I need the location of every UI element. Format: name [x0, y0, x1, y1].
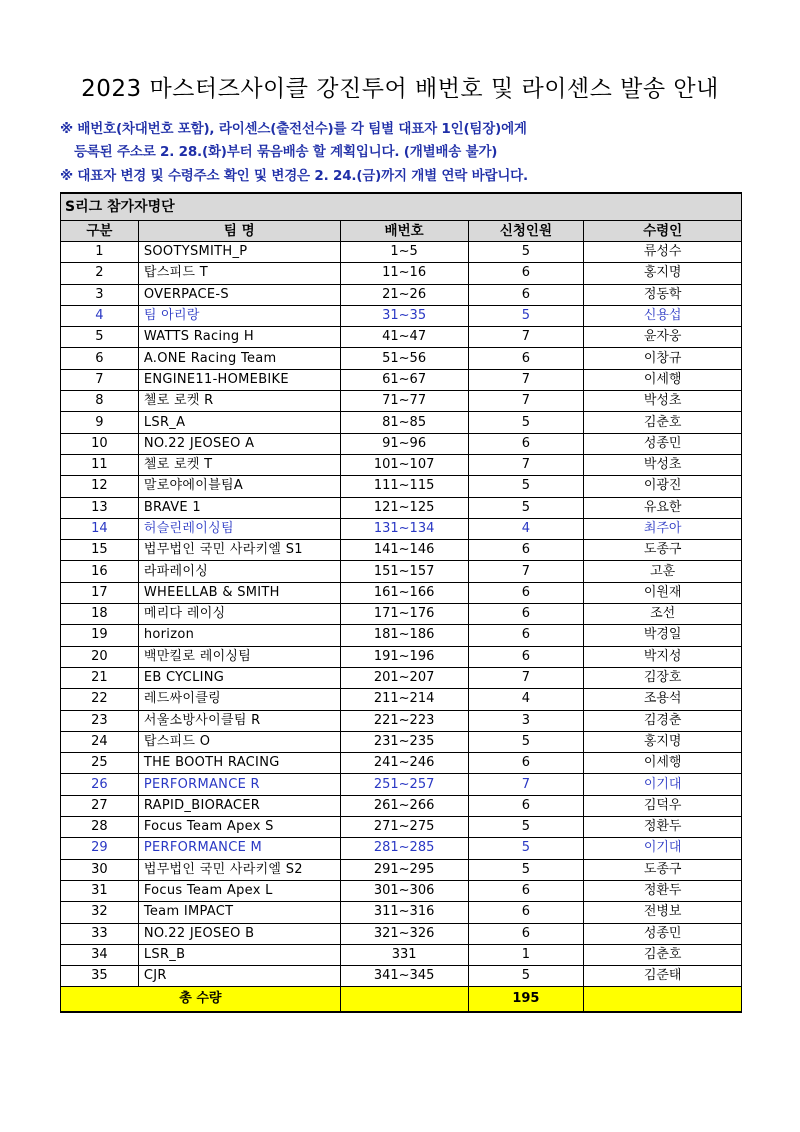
- applicant-count: 6: [468, 902, 584, 923]
- table-row: [61, 540, 742, 561]
- team-name: THE BOOTH RACING: [138, 753, 340, 774]
- receiver-name: 조용석: [584, 689, 742, 710]
- table-row: [61, 625, 742, 646]
- team-name: 백만킬로 레이싱팀: [138, 646, 340, 667]
- receiver-name: 류성수: [584, 242, 742, 263]
- bib-range: 261~266: [340, 795, 468, 816]
- bib-range: 241~246: [340, 753, 468, 774]
- applicant-count: 6: [468, 263, 584, 284]
- bib-range: 191~196: [340, 646, 468, 667]
- bib-range: 71~77: [340, 391, 468, 412]
- row-number: 16: [61, 561, 139, 582]
- bib-range: 111~115: [340, 476, 468, 497]
- applicant-count: 5: [468, 817, 584, 838]
- team-name: 팀 아리랑: [138, 305, 340, 326]
- bib-range: 181~186: [340, 625, 468, 646]
- row-number: 25: [61, 753, 139, 774]
- column-header-count: 신청인원: [468, 221, 584, 242]
- notice-line-1: ※ 배번호(차대번호 포함), 라이센스(출전선수)를 각 팀별 대표자 1인(팀장)에게: [60, 121, 527, 137]
- table-row: [61, 433, 742, 454]
- bib-range: 151~157: [340, 561, 468, 582]
- receiver-name: 유요한: [584, 497, 742, 518]
- applicant-count: 6: [468, 433, 584, 454]
- total-empty-cell: [340, 987, 468, 1013]
- applicant-count: 6: [468, 348, 584, 369]
- team-name: NO.22 JEOSEO B: [138, 923, 340, 944]
- bib-range: 341~345: [340, 966, 468, 987]
- team-name: WHEELLAB & SMITH: [138, 582, 340, 603]
- table-row: [61, 604, 742, 625]
- row-number: 10: [61, 433, 139, 454]
- row-number: 17: [61, 582, 139, 603]
- total-receiver: [584, 987, 742, 1013]
- bib-range: 141~146: [340, 540, 468, 561]
- row-number: 29: [61, 838, 139, 859]
- participant-table: [60, 192, 742, 1013]
- team-name: LSR_A: [138, 412, 340, 433]
- bib-range: 311~316: [340, 902, 468, 923]
- row-number: 11: [61, 454, 139, 475]
- document-title: 2023 마스터즈사이클 강진투어 배번호 및 라이센스 발송 안내: [81, 76, 719, 102]
- table-row: [61, 902, 742, 923]
- applicant-count: 5: [468, 497, 584, 518]
- receiver-name: 정동학: [584, 284, 742, 305]
- bib-range: 41~47: [340, 327, 468, 348]
- table-row: [61, 327, 742, 348]
- team-name: 레드싸이클링: [138, 689, 340, 710]
- row-number: 35: [61, 966, 139, 987]
- team-name: 허슬린레이싱팀: [138, 518, 340, 539]
- table-row: [61, 838, 742, 859]
- receiver-name: 김경춘: [584, 710, 742, 731]
- bib-range: 271~275: [340, 817, 468, 838]
- table-row: [61, 348, 742, 369]
- applicant-count: 6: [468, 923, 584, 944]
- table-row: [61, 454, 742, 475]
- team-name: BRAVE 1: [138, 497, 340, 518]
- team-name: SOOTYSMITH_P: [138, 242, 340, 263]
- applicant-count: 7: [468, 369, 584, 390]
- applicant-count: 5: [468, 859, 584, 880]
- table-header-row: [61, 221, 742, 242]
- table-row: [61, 646, 742, 667]
- row-number: 22: [61, 689, 139, 710]
- row-number: 5: [61, 327, 139, 348]
- bib-range: 281~285: [340, 838, 468, 859]
- row-number: 6: [61, 348, 139, 369]
- applicant-count: 6: [468, 753, 584, 774]
- bib-range: 51~56: [340, 348, 468, 369]
- table-row: [61, 518, 742, 539]
- receiver-name: 윤자웅: [584, 327, 742, 348]
- applicant-count: 3: [468, 710, 584, 731]
- bib-range: 211~214: [340, 689, 468, 710]
- receiver-name: 도종구: [584, 859, 742, 880]
- team-name: 탑스피드 O: [138, 731, 340, 752]
- team-name: PERFORMANCE M: [138, 838, 340, 859]
- table-row: [61, 880, 742, 901]
- bib-range: 231~235: [340, 731, 468, 752]
- applicant-count: 5: [468, 476, 584, 497]
- team-name: Team IMPACT: [138, 902, 340, 923]
- row-number: 4: [61, 305, 139, 326]
- column-header-team: 팀 명: [138, 221, 340, 242]
- applicant-count: 6: [468, 284, 584, 305]
- bib-range: 161~166: [340, 582, 468, 603]
- receiver-name: 이기대: [584, 838, 742, 859]
- row-number: 7: [61, 369, 139, 390]
- league-title: S리그 참가자명단: [61, 193, 742, 221]
- team-name: PERFORMANCE R: [138, 774, 340, 795]
- applicant-count: 7: [468, 667, 584, 688]
- table-row: [61, 412, 742, 433]
- applicant-count: 7: [468, 327, 584, 348]
- team-name: ENGINE11-HOMEBIKE: [138, 369, 340, 390]
- table-row: [61, 817, 742, 838]
- applicant-count: 4: [468, 518, 584, 539]
- notice-line-2: 등록된 주소로 2. 28.(화)부터 묶음배송 할 계획입니다. (개별배송 불가): [74, 144, 498, 160]
- table-row: [61, 753, 742, 774]
- receiver-name: 신용섭: [584, 305, 742, 326]
- table-row: [61, 944, 742, 965]
- team-name: 라파레이싱: [138, 561, 340, 582]
- row-number: 28: [61, 817, 139, 838]
- receiver-name: 성종민: [584, 433, 742, 454]
- league-title-row: [61, 193, 742, 221]
- applicant-count: 6: [468, 880, 584, 901]
- table-row: [61, 966, 742, 987]
- receiver-name: 박성초: [584, 454, 742, 475]
- bib-range: 81~85: [340, 412, 468, 433]
- team-name: 말로야에이블팀A: [138, 476, 340, 497]
- row-number: 32: [61, 902, 139, 923]
- applicant-count: 5: [468, 838, 584, 859]
- bib-range: 101~107: [340, 454, 468, 475]
- applicant-count: 5: [468, 966, 584, 987]
- bib-range: 251~257: [340, 774, 468, 795]
- receiver-name: 이세행: [584, 369, 742, 390]
- table-row: [61, 774, 742, 795]
- team-name: 첼로 로켓 R: [138, 391, 340, 412]
- row-number: 20: [61, 646, 139, 667]
- receiver-name: 전병보: [584, 902, 742, 923]
- row-number: 2: [61, 263, 139, 284]
- team-name: 첼로 로켓 T: [138, 454, 340, 475]
- applicant-count: 5: [468, 412, 584, 433]
- table-row: [61, 582, 742, 603]
- receiver-name: 조선: [584, 604, 742, 625]
- applicant-count: 7: [468, 561, 584, 582]
- receiver-name: 박지성: [584, 646, 742, 667]
- team-name: LSR_B: [138, 944, 340, 965]
- row-number: 27: [61, 795, 139, 816]
- applicant-count: 1: [468, 944, 584, 965]
- bib-range: 61~67: [340, 369, 468, 390]
- team-name: 서울소방사이클팀 R: [138, 710, 340, 731]
- table-row: [61, 667, 742, 688]
- row-number: 3: [61, 284, 139, 305]
- team-name: RAPID_BIORACER: [138, 795, 340, 816]
- bib-range: 221~223: [340, 710, 468, 731]
- table-row: [61, 923, 742, 944]
- bib-range: 201~207: [340, 667, 468, 688]
- bib-range: 91~96: [340, 433, 468, 454]
- row-number: 9: [61, 412, 139, 433]
- team-name: A.ONE Racing Team: [138, 348, 340, 369]
- team-name: CJR: [138, 966, 340, 987]
- row-number: 14: [61, 518, 139, 539]
- receiver-name: 정환두: [584, 817, 742, 838]
- table-row: [61, 497, 742, 518]
- row-number: 33: [61, 923, 139, 944]
- team-name: Focus Team Apex S: [138, 817, 340, 838]
- table-row: [61, 391, 742, 412]
- table-row: [61, 305, 742, 326]
- table-row: [61, 476, 742, 497]
- table-row: [61, 369, 742, 390]
- table-row: [61, 242, 742, 263]
- total-label: 총 수량: [61, 987, 341, 1013]
- team-name: 법무법인 국민 사라키엘 S1: [138, 540, 340, 561]
- row-number: 34: [61, 944, 139, 965]
- table-row: [61, 859, 742, 880]
- team-name: 법무법인 국민 사라키엘 S2: [138, 859, 340, 880]
- applicant-count: 7: [468, 774, 584, 795]
- applicant-count: 6: [468, 625, 584, 646]
- table-row: [61, 561, 742, 582]
- receiver-name: 홍지명: [584, 263, 742, 284]
- row-number: 31: [61, 880, 139, 901]
- receiver-name: 김장호: [584, 667, 742, 688]
- applicant-count: 6: [468, 540, 584, 561]
- team-name: OVERPACE-S: [138, 284, 340, 305]
- bib-range: 121~125: [340, 497, 468, 518]
- applicant-count: 6: [468, 604, 584, 625]
- bib-range: 31~35: [340, 305, 468, 326]
- team-name: WATTS Racing H: [138, 327, 340, 348]
- applicant-count: 6: [468, 646, 584, 667]
- team-name: 탑스피드 T: [138, 263, 340, 284]
- bib-range: 321~326: [340, 923, 468, 944]
- bib-range: 11~16: [340, 263, 468, 284]
- table-row: [61, 795, 742, 816]
- applicant-count: 5: [468, 731, 584, 752]
- receiver-name: 이광진: [584, 476, 742, 497]
- bib-range: 131~134: [340, 518, 468, 539]
- table-row: [61, 710, 742, 731]
- row-number: 23: [61, 710, 139, 731]
- column-header-bib: 배번호: [340, 221, 468, 242]
- applicant-count: 4: [468, 689, 584, 710]
- receiver-name: 김춘호: [584, 944, 742, 965]
- applicant-count: 7: [468, 391, 584, 412]
- notice-line-3: ※ 대표자 변경 및 수령주소 확인 및 변경은 2. 24.(금)까지 개별 연락 바랍니다.: [60, 168, 528, 184]
- receiver-name: 도종구: [584, 540, 742, 561]
- row-number: 8: [61, 391, 139, 412]
- bib-range: 291~295: [340, 859, 468, 880]
- column-header-receiver: 수령인: [584, 221, 742, 242]
- applicant-count: 5: [468, 305, 584, 326]
- row-number: 30: [61, 859, 139, 880]
- receiver-name: 홍지명: [584, 731, 742, 752]
- row-number: 18: [61, 604, 139, 625]
- receiver-name: 김준태: [584, 966, 742, 987]
- row-number: 26: [61, 774, 139, 795]
- team-name: horizon: [138, 625, 340, 646]
- team-name: Focus Team Apex L: [138, 880, 340, 901]
- table-row: [61, 284, 742, 305]
- table-row: [61, 263, 742, 284]
- receiver-name: 이창규: [584, 348, 742, 369]
- applicant-count: 7: [468, 454, 584, 475]
- receiver-name: 정환두: [584, 880, 742, 901]
- receiver-name: 이원재: [584, 582, 742, 603]
- bib-range: 331: [340, 944, 468, 965]
- row-number: 21: [61, 667, 139, 688]
- applicant-count: 5: [468, 242, 584, 263]
- bib-range: 21~26: [340, 284, 468, 305]
- row-number: 1: [61, 242, 139, 263]
- bib-range: 1~5: [340, 242, 468, 263]
- team-name: 메리다 레이싱: [138, 604, 340, 625]
- receiver-name: 박경일: [584, 625, 742, 646]
- receiver-name: 고훈: [584, 561, 742, 582]
- applicant-count: 6: [468, 582, 584, 603]
- bib-range: 301~306: [340, 880, 468, 901]
- receiver-name: 성종민: [584, 923, 742, 944]
- row-number: 12: [61, 476, 139, 497]
- row-number: 13: [61, 497, 139, 518]
- receiver-name: 이기대: [584, 774, 742, 795]
- row-number: 19: [61, 625, 139, 646]
- total-value: 195: [468, 987, 584, 1013]
- row-number: 15: [61, 540, 139, 561]
- receiver-name: 이세행: [584, 753, 742, 774]
- row-number: 24: [61, 731, 139, 752]
- table-row: [61, 689, 742, 710]
- table-body: [61, 242, 742, 987]
- receiver-name: 최주아: [584, 518, 742, 539]
- column-header-number: 구분: [61, 221, 139, 242]
- team-name: NO.22 JEOSEO A: [138, 433, 340, 454]
- team-name: EB CYCLING: [138, 667, 340, 688]
- receiver-name: 김춘호: [584, 412, 742, 433]
- bib-range: 171~176: [340, 604, 468, 625]
- table-row: [61, 731, 742, 752]
- total-row: [61, 987, 742, 1013]
- receiver-name: 김덕우: [584, 795, 742, 816]
- receiver-name: 박성초: [584, 391, 742, 412]
- applicant-count: 6: [468, 795, 584, 816]
